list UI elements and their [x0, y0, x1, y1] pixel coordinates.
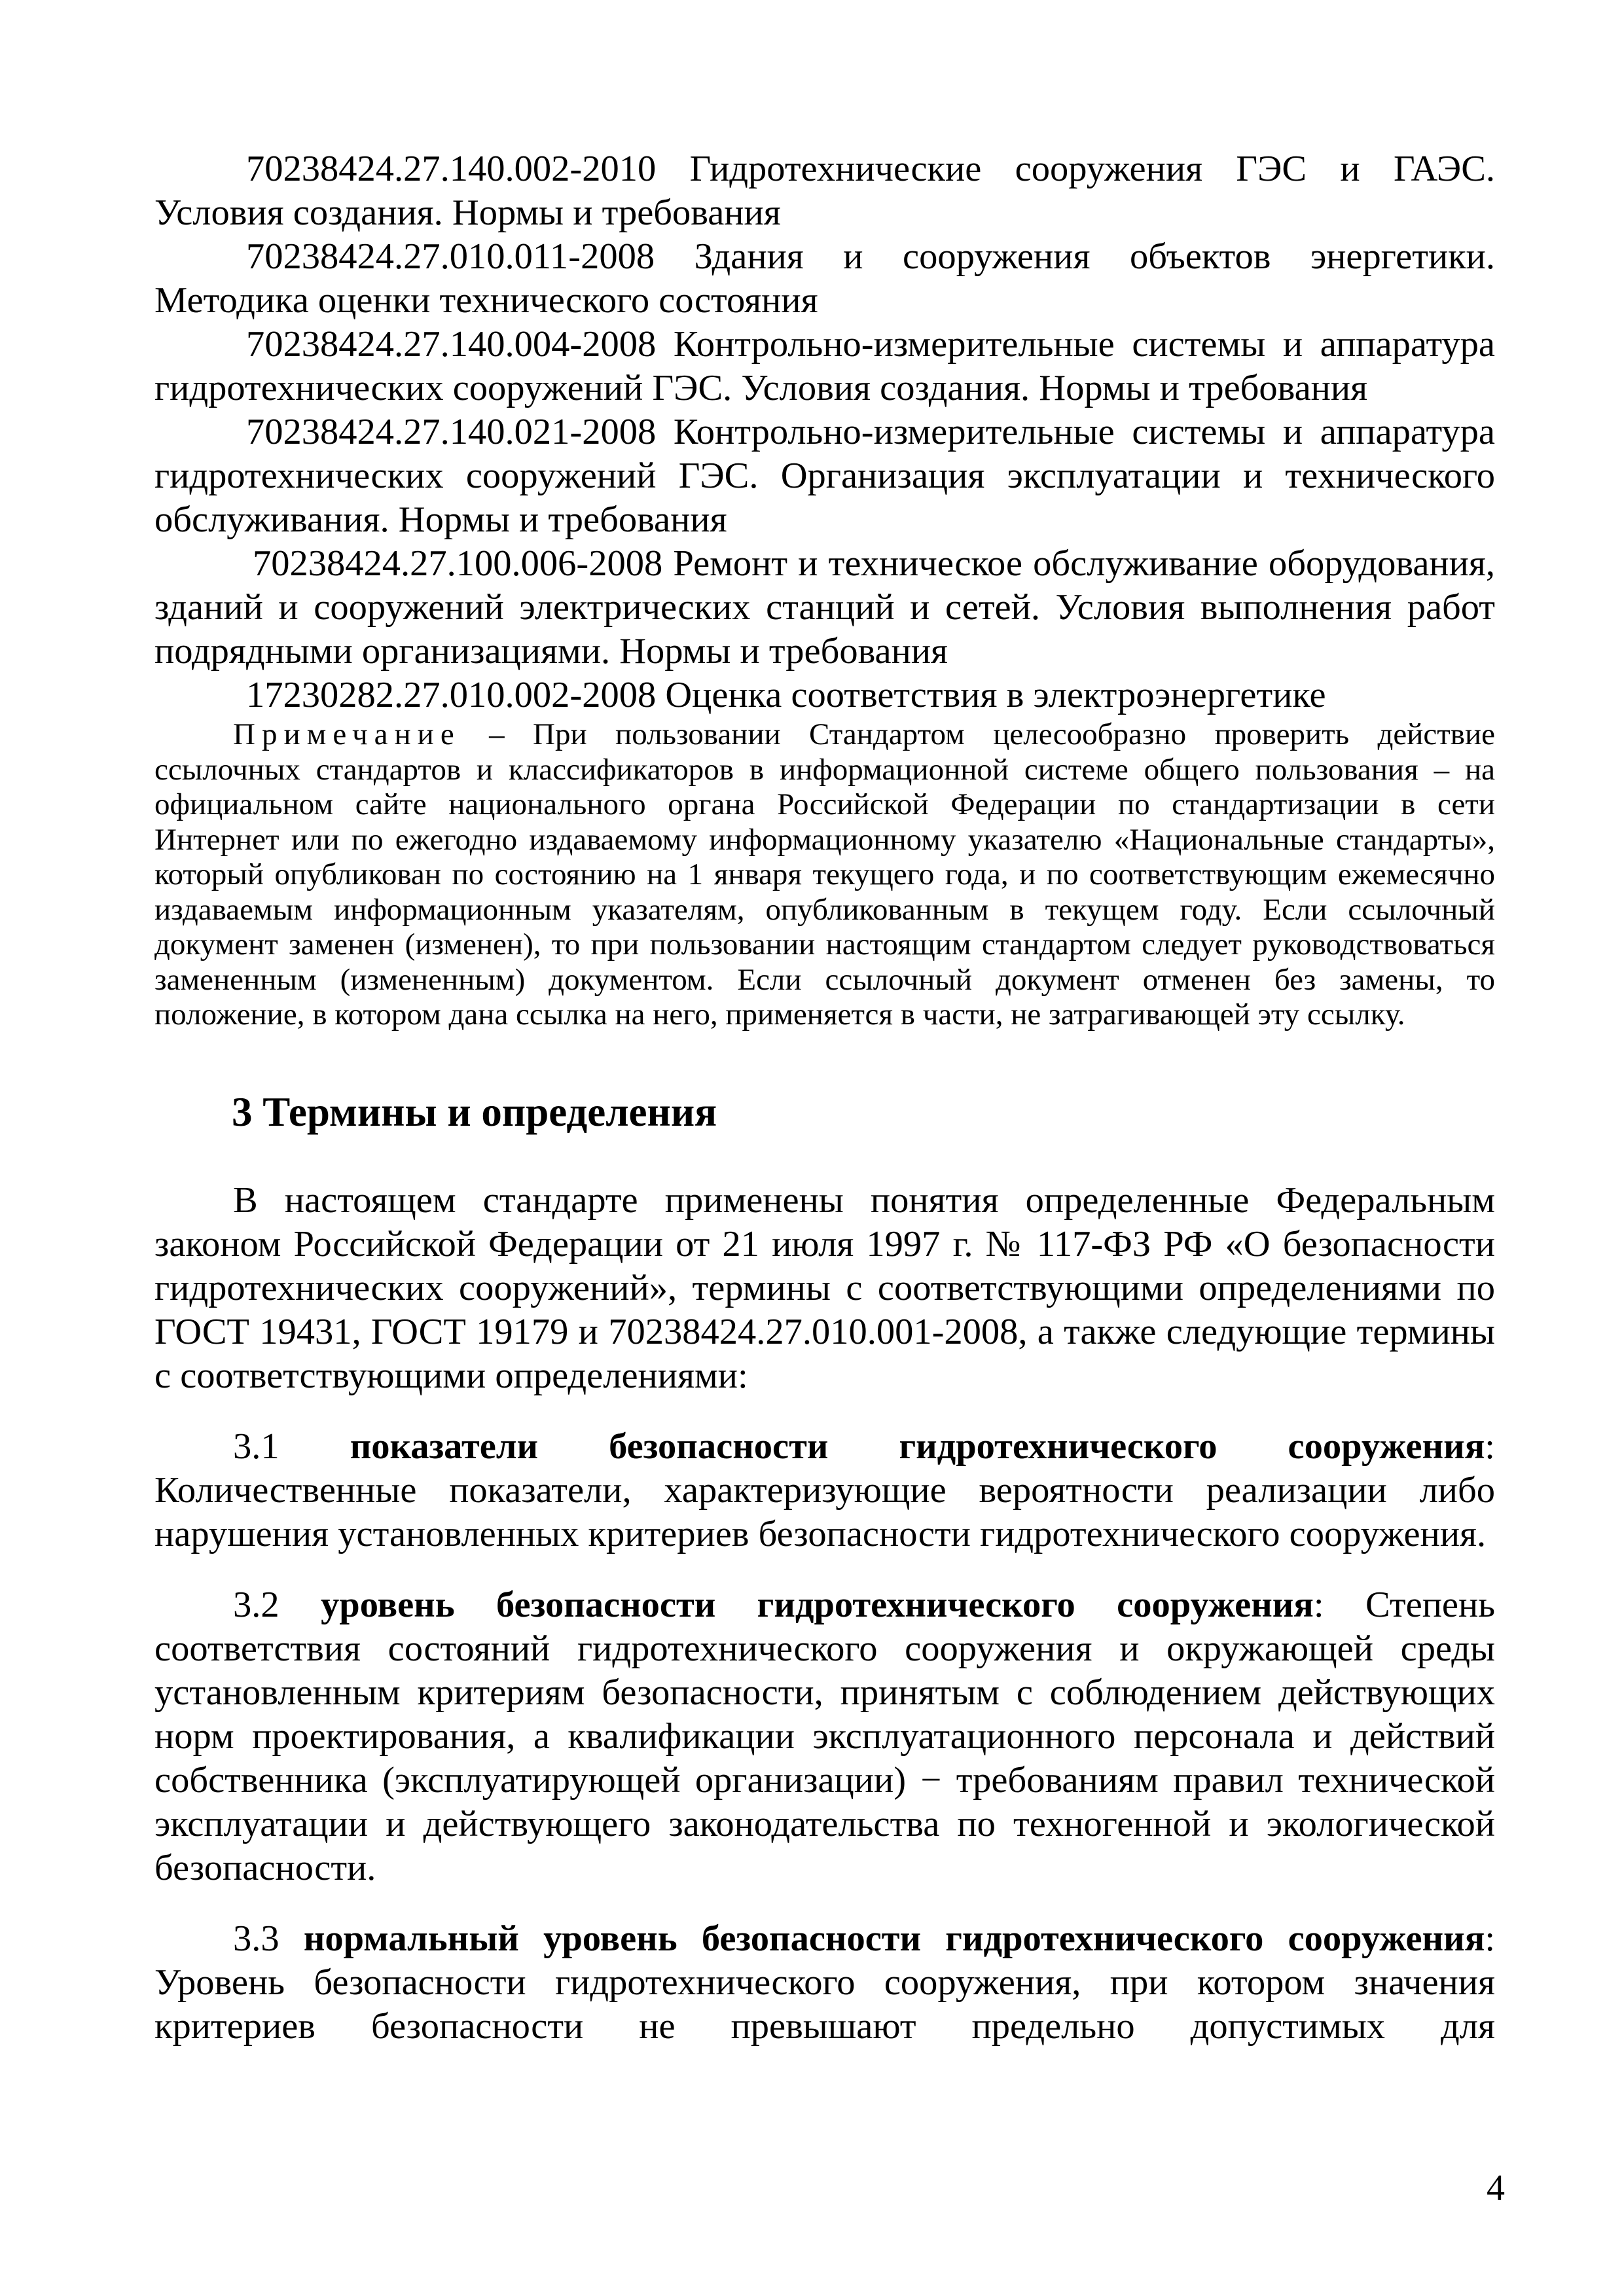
reference-code: 17230282.27.010.002-2008 [246, 675, 657, 715]
note-text: – При пользовании Стандартом целесообразно проверить действие ссылочных стандартов и классификаторов в информационной системе общего пользования – на официальном сайте национального органа Российской Федерации по стандартизации в сети Интернет или по ежегодно издаваемому информационному указателю «Национальные стандарты», который опубликован по состоянию на 1 января текущего года, и по соответствующим ежемесячно издаваемым информационным указателям, опубликованным в текущем году. Если ссылочный документ заменен (изменен), то при пользовании настоящим стандартом следует руководствоваться замененным (измененным) документом. Если ссылочный документ отменен без замены, то положение, в котором дана ссылка на него, применяется в части, не затрагивающей эту ссылку. [154, 717, 1496, 1031]
term-name: уровень безопасности гидротехнического сооружения [321, 1584, 1314, 1625]
reference-code: 70238424.27.100.006-2008 [253, 543, 663, 584]
reference-title: Контрольно-измерительные системы и аппаратура гидротехнических сооружений ГЭС. Условия создания. Нормы и требования [154, 324, 1496, 408]
note-paragraph [154, 717, 1495, 1033]
reference-item [154, 147, 1495, 235]
term-number: 3.2 [233, 1584, 280, 1625]
term-text: : Количественные показатели, характеризующие вероятности реализации либо нарушения установленных критериев безопасности гидротехнического сооружения. [154, 1426, 1495, 1554]
term-text: : Уровень безопасности гидротехнического сооружения, при котором значения критериев безопасности не превышают предельно допустимых для [154, 1918, 1496, 2047]
reference-item [154, 542, 1495, 673]
term-name: показатели безопасности гидротехнического сооружения [350, 1426, 1485, 1467]
section-heading: 3 Термины и определения [232, 1088, 717, 1135]
reference-title: Гидротехнические сооружения ГЭС и ГАЭС. Условия создания. Нормы и требования [154, 149, 1496, 233]
reference-title: Здания и сооружения объектов энергетики. Методика оценки технического состояния [154, 236, 1496, 321]
note-label: Примечание [233, 717, 461, 751]
reference-code: 70238424.27.140.002-2010 [246, 149, 657, 189]
document-page [154, 147, 1495, 2049]
term-definition [154, 1917, 1495, 2049]
section-intro: В настоящем стандарте применены понятия определенные Федеральным законом Российской Федерации от 21 июля 1997 г. № 117-ФЗ РФ «О безопасности гидротехнических сооружений», термины с соответствующими определениями по ГОСТ 19431, ГОСТ 19179 и 70238424.27.010.001-2008, а также следующие термины с соответствующими определениями: [154, 1179, 1495, 1396]
reference-code: 70238424.27.140.004-2008 [246, 324, 657, 365]
term-number: 3.1 [233, 1426, 280, 1467]
term-text: : Степень соответствия состояний гидротехнического сооружения и окружающей среды установленным критериям безопасности, принятым с соблюдением действующих норм проектирования, а квалификации эксплуатационного персонала и действий собственника (эксплуатирующей организации) − требованиям правил технической эксплуатации и действующего законодательства по техногенной и экологической безопасности. [154, 1584, 1496, 1888]
reference-title: Оценка соответствия в электроэнергетике [665, 675, 1326, 715]
reference-item [154, 410, 1495, 542]
reference-title: Ремонт и техническое обслуживание оборудования, зданий и сооружений электрических станций и сетей. Условия выполнения работ подрядными организациями. Нормы и требования [154, 543, 1496, 672]
term-number: 3.3 [233, 1918, 280, 1959]
term-name: нормальный уровень безопасности гидротехнического сооружения [303, 1918, 1485, 1959]
reference-item [154, 235, 1495, 323]
reference-code: 70238424.27.140.021-2008 [246, 412, 657, 452]
term-definition [154, 1425, 1495, 1556]
page-number: 4 [1487, 2168, 1505, 2208]
reference-item [154, 673, 1495, 717]
reference-item [154, 323, 1495, 410]
term-definition [154, 1583, 1495, 1890]
reference-code: 70238424.27.010.011-2008 [246, 236, 655, 277]
reference-title: Контрольно-измерительные системы и аппаратура гидротехнических сооружений ГЭС. Организация эксплуатации и технического обслуживания. Нормы и требования [154, 412, 1496, 540]
